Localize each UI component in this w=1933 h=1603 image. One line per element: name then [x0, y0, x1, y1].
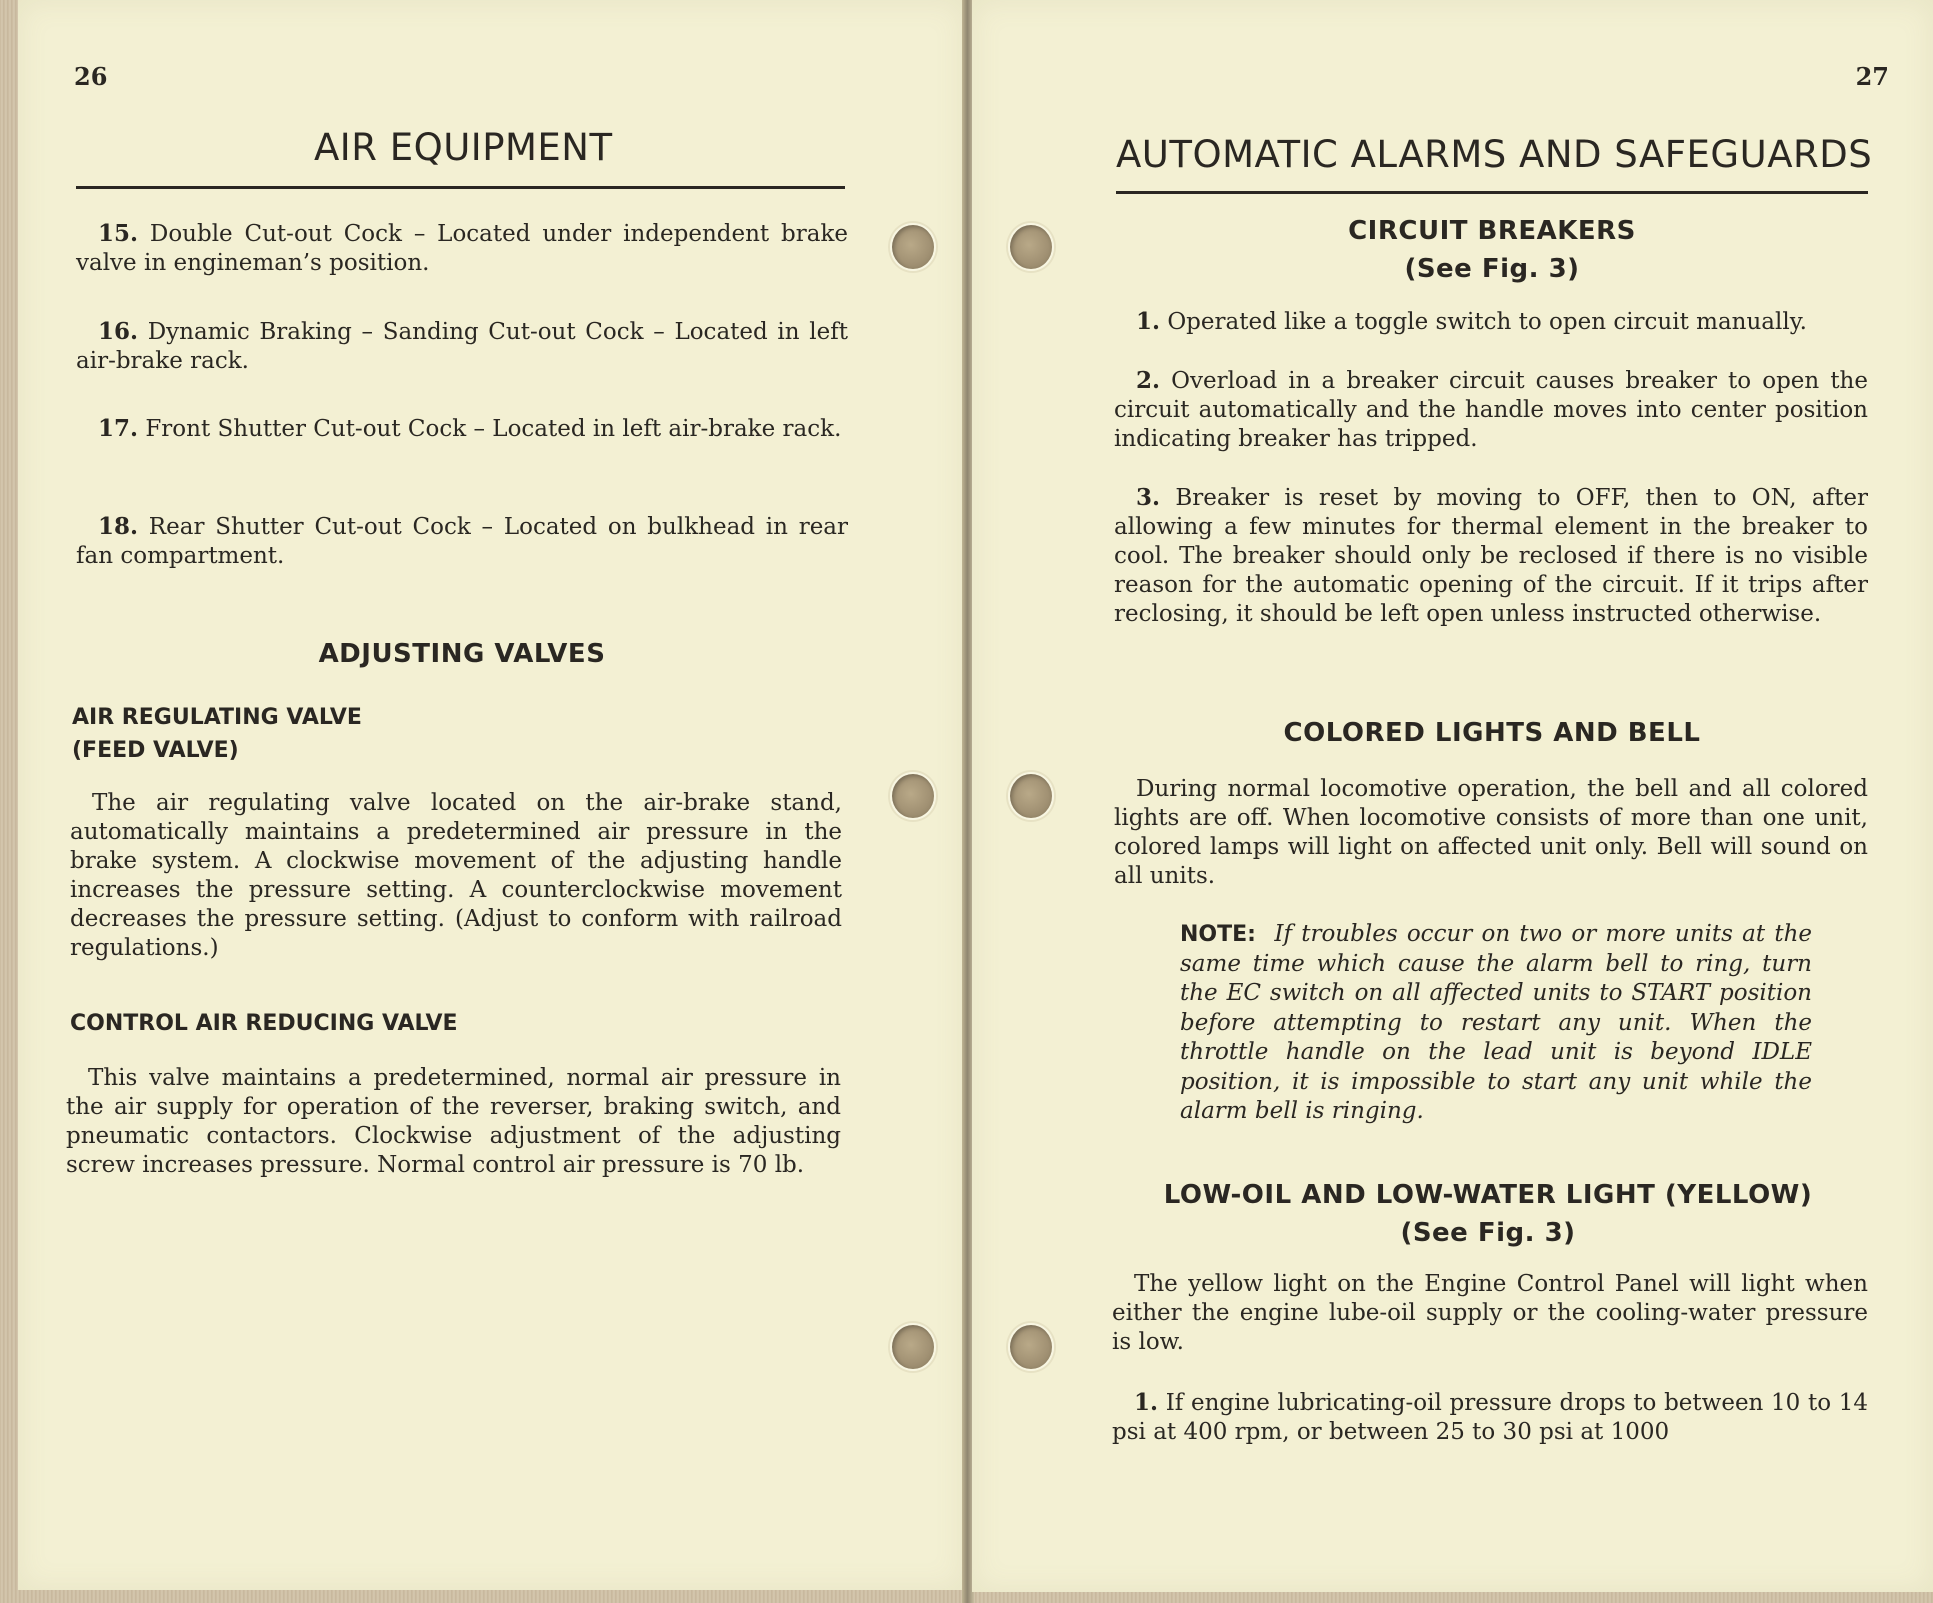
heading-air-regulating-valve: [72, 701, 362, 767]
paragraph-text: The yellow light on the Engine Control Panel will light when either the engine lube-oil supply or the cooling-water pressure is low.: [1112, 1271, 1868, 1355]
list-item: [76, 414, 848, 444]
binder-hole: [890, 772, 936, 820]
item-number: 1.: [1134, 1389, 1159, 1416]
item-number: 17.: [98, 415, 139, 442]
page-number-right: 27: [1855, 62, 1889, 91]
binder-hole: [890, 223, 936, 271]
item-text: Rear Shutter Cut-out Cock – Located on bulkhead in rear fan compartment.: [76, 514, 849, 569]
heading-low-oil: [1108, 1176, 1868, 1252]
heading-adjusting-valves: ADJUSTING VALVES: [318, 639, 606, 669]
heading-colored-lights: COLORED LIGHTS AND BELL: [1283, 718, 1701, 748]
heading-line: AIR REGULATING VALVE: [72, 705, 362, 730]
page-number-left: 26: [74, 62, 108, 91]
binder-hole: [890, 1323, 936, 1371]
paragraph-text: The air regulating valve located on the air-brake stand, automatically maintains a predetermined air pressure in the brake system. A clockwise movement of the adjusting handle increases the pressure setting. A counterclockwise movement decreases the pressure setting. (Adjust to conform with railroad regulations.): [70, 790, 842, 961]
heading-see-fig: (See Fig. 3): [1400, 1218, 1576, 1248]
heading-see-fig: (See Fig. 3): [1404, 254, 1580, 284]
left-page: [18, 0, 964, 1590]
binder-hole: [1008, 1323, 1054, 1371]
item-number: 3.: [1136, 484, 1161, 511]
paragraph-control-air: [66, 1064, 841, 1180]
note-label: NOTE:: [1180, 922, 1256, 947]
item-text: Front Shutter Cut-out Cock – Located in left air-brake rack.: [145, 416, 842, 442]
item-number: 16.: [98, 318, 139, 345]
right-page: [972, 0, 1933, 1592]
list-item: [76, 219, 848, 278]
item-number: 1.: [1136, 308, 1161, 335]
heading-line: CIRCUIT BREAKERS: [1348, 216, 1636, 246]
list-item: [76, 317, 848, 376]
page-title-alarms: AUTOMATIC ALARMS AND SAFEGUARDS: [1116, 133, 1873, 176]
paragraph-low-oil: [1112, 1270, 1868, 1357]
paragraph-colored-lights: [1114, 775, 1868, 891]
list-item: [1114, 307, 1868, 337]
item-text: Breaker is reset by moving to OFF, then to ON, after allowing a few minutes for thermal element in the breaker to cool. The breaker should only be reclosed if there is no visible reason for the automatic opening of the circuit. If it trips after reclosing, it should be left open unless instructed otherwise.: [1114, 485, 1868, 627]
heading-circuit-breakers: [1116, 212, 1868, 288]
note-text: If troubles occur on two or more units at the same time which cause the alarm bell to ring, turn the EC switch on all affected units to START position before attempting to restart any unit. When the throttle handle on the lead unit is beyond IDLE position, it is impossible to start any unit while the alarm bell is ringing.: [1180, 921, 1812, 1124]
list-item: [1114, 483, 1868, 629]
list-item: [1114, 366, 1868, 454]
heading-line: (FEED VALVE): [72, 738, 239, 763]
title-rule: [76, 186, 845, 189]
item-text: Dynamic Braking – Sanding Cut-out Cock – Located in left air-brake rack.: [76, 319, 848, 374]
heading-control-air-reducing-valve: CONTROL AIR REDUCING VALVE: [70, 1011, 458, 1036]
item-number: 15.: [98, 220, 139, 247]
item-text: Operated like a toggle switch to open circuit manually.: [1167, 309, 1807, 335]
item-text: If engine lubricating-oil pressure drops to between 10 to 14 psi at 400 rpm, or between 25 to 30 psi at 1000: [1112, 1390, 1868, 1445]
item-number: 2.: [1136, 367, 1161, 394]
page-title-air-equipment: AIR EQUIPMENT: [314, 126, 613, 169]
item-number: 18.: [98, 513, 139, 540]
heading-line: LOW-OIL AND LOW-WATER LIGHT (YELLOW): [1163, 1180, 1813, 1210]
list-item: [76, 512, 848, 571]
binder-hole: [1008, 223, 1054, 271]
item-text: Double Cut-out Cock – Located under independent brake valve in engineman’s position.: [76, 221, 849, 276]
title-rule: [1116, 191, 1868, 194]
paragraph-text: This valve maintains a predetermined, normal air pressure in the air supply for operation of the reverser, braking switch, and pneumatic contactors. Clockwise adjustment of the adjusting screw increases pressure. Normal control air pressure is 70 lb.: [66, 1065, 841, 1178]
paragraph-air-regulating: [70, 789, 842, 963]
paragraph-text: During normal locomotive operation, the bell and all colored lights are off. When locomotive consists of more than one unit, colored lamps will light on affected unit only. Bell will sound on all units.: [1114, 776, 1868, 889]
note-block: [1180, 920, 1812, 1127]
binder-hole: [1008, 772, 1054, 820]
list-item: [1112, 1388, 1868, 1447]
item-text: Overload in a breaker circuit causes breaker to open the circuit automatically and the handle moves into center position indicating breaker has tripped.: [1114, 368, 1868, 452]
